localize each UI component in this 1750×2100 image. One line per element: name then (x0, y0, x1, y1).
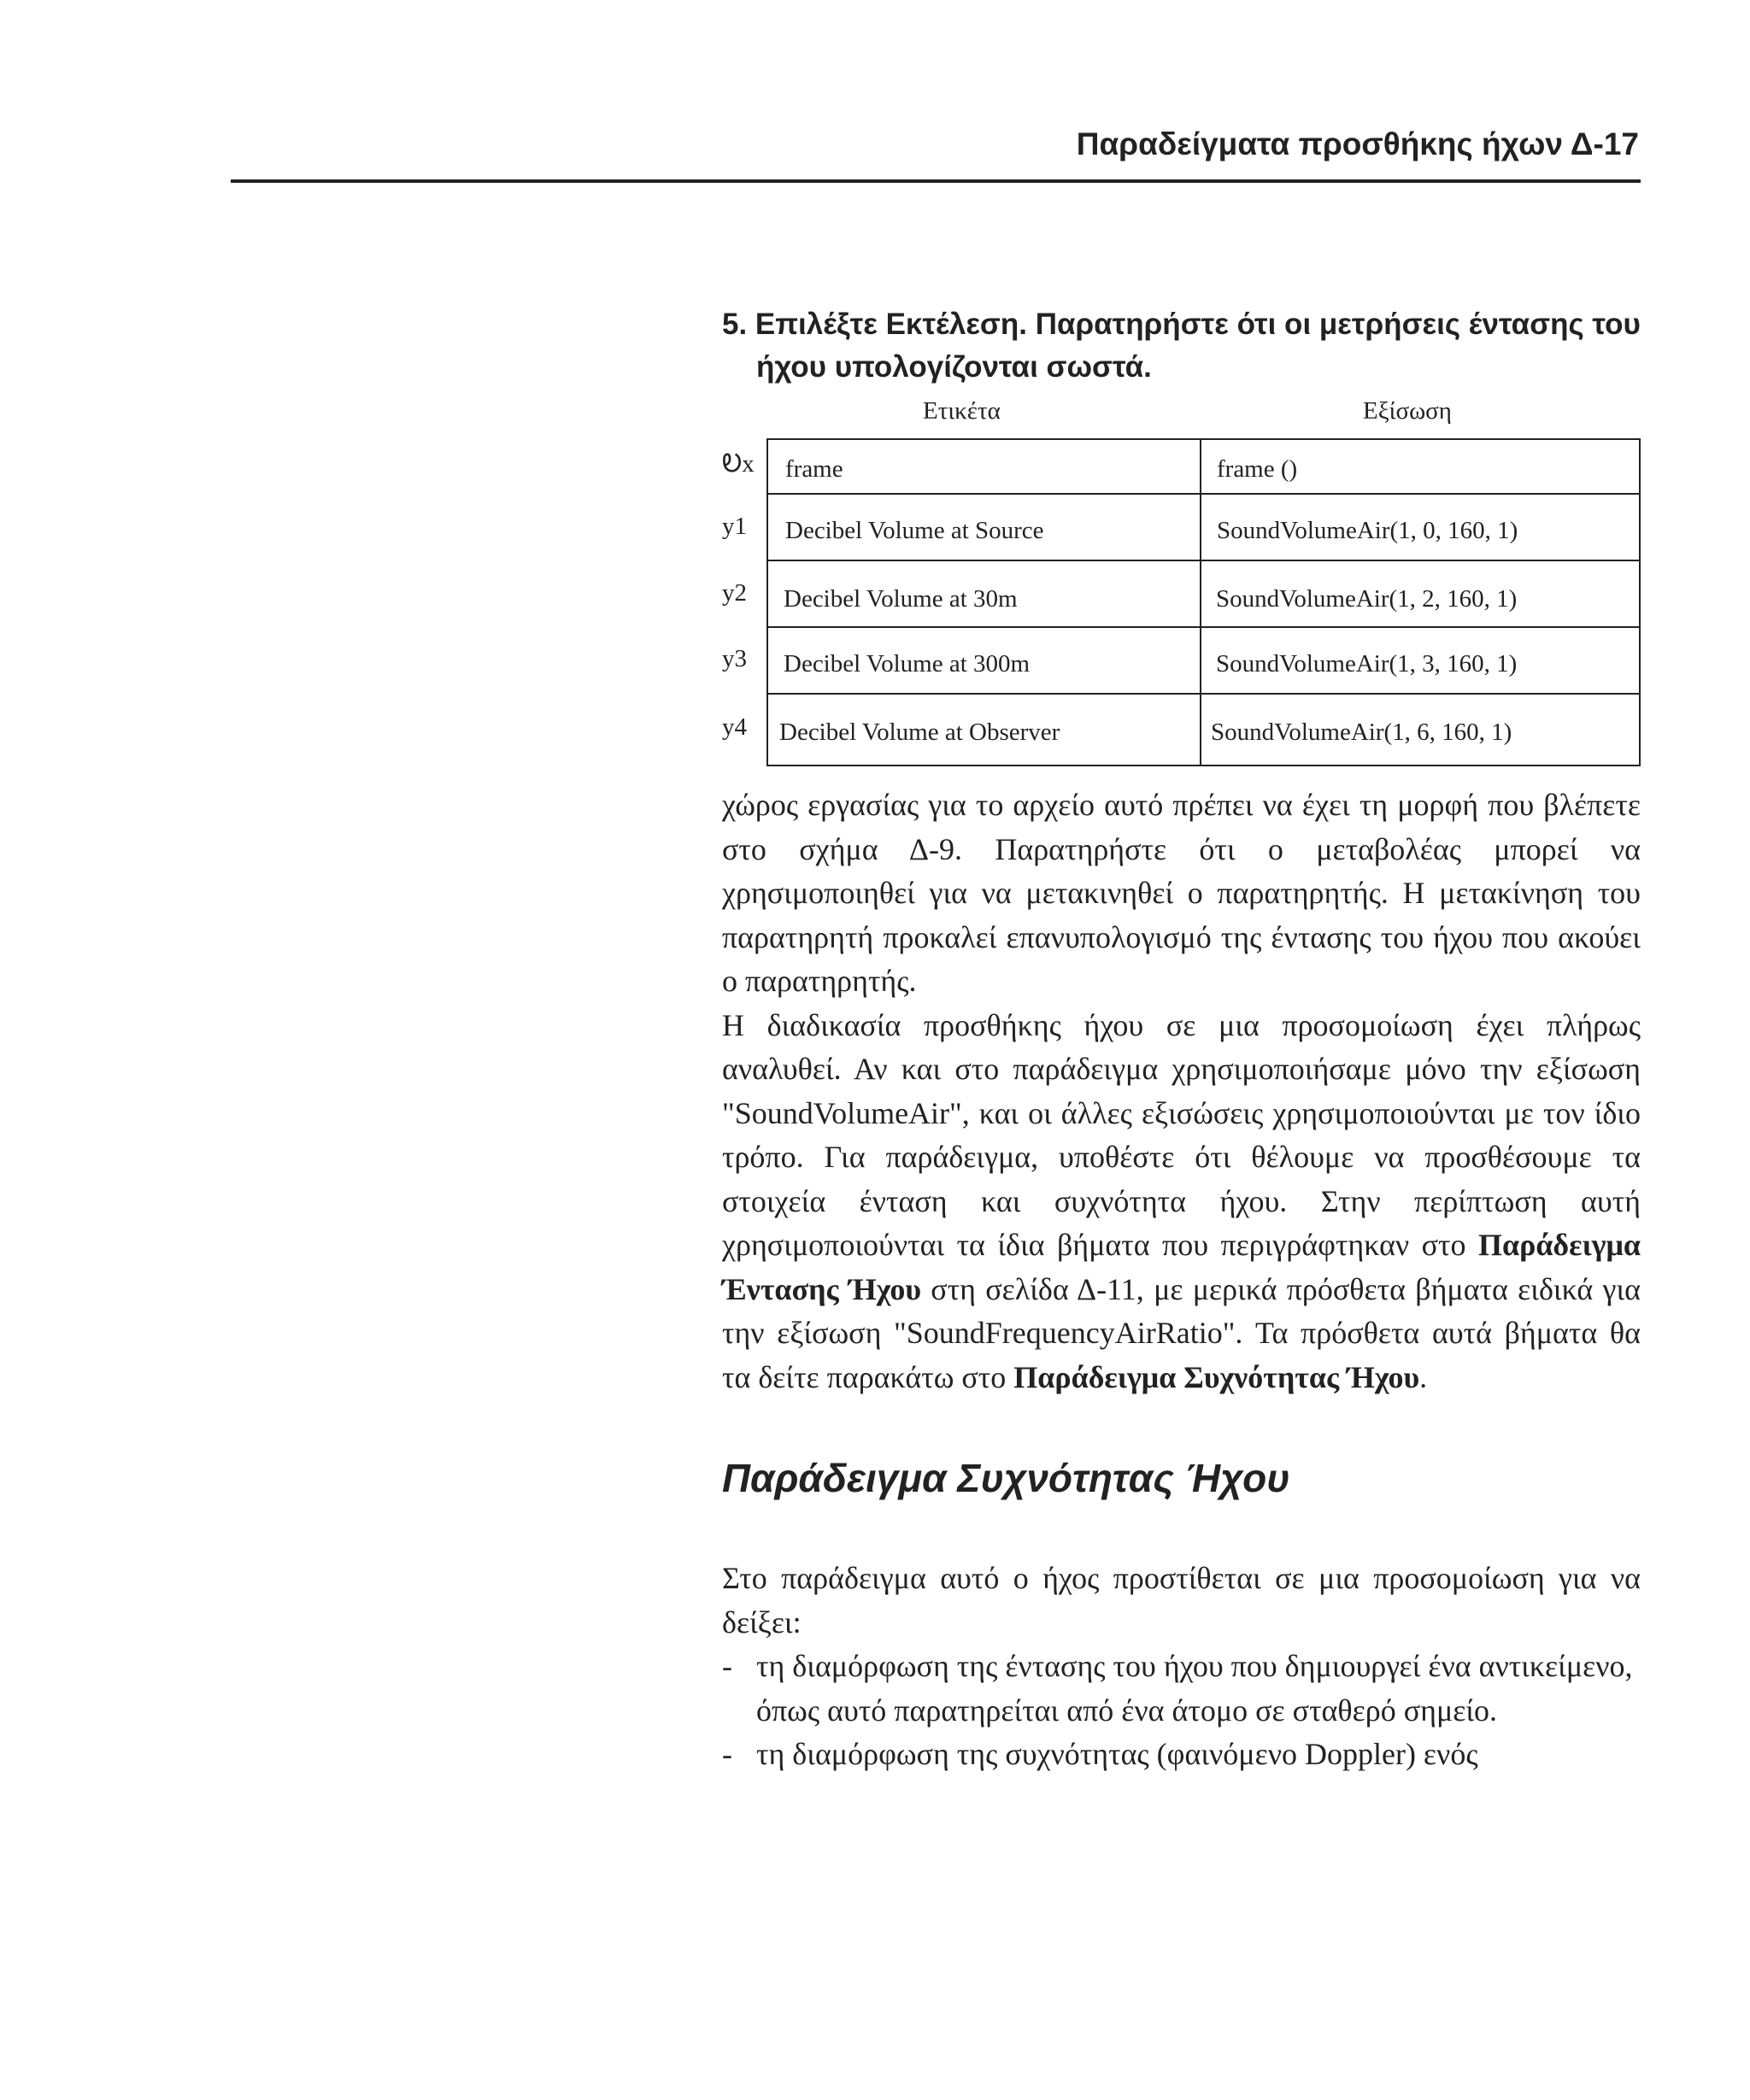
list-item (722, 1645, 1641, 1733)
list-item-text: τη διαμόρφωση της συχνότητας (φαινόμενο Doppler) ενός (756, 1737, 1478, 1771)
page-content (722, 303, 1641, 1777)
table-cell-equation: SoundVolumeAir(1, 3, 160, 1) (1216, 650, 1518, 678)
row-tag: y2 (722, 579, 747, 607)
section-intro: Στο παράδειγμα αυτό ο ήχος προστίθεται σε μια προσομοίωση για να δείξει: (722, 1561, 1641, 1640)
row-divider (768, 626, 1639, 628)
table-cell-label: frame (785, 455, 843, 483)
table-cell-label: Decibel Volume at 30m (784, 585, 1018, 613)
column-header-label: Ετικέτα (923, 397, 1001, 425)
text-run: Η διαδικασία προσθήκης ήχου σε μια προσομοίωση έχει πλήρως αναλυθεί. Αν και στο παράδειγμα χρησιμοποιήσαμε μόνο την εξίσωση "SoundVolumeAir", και οι άλλες εξισώσεις χρησιμοποιούνται με τον ίδιο τρόπο. Για παράδειγμα, υποθέστε ότι θέλουμε να προσθέσουμε τα στοιχεία ένταση και συχνότητα ήχου. Στην περίπτωση αυτή χρησιμοποιούνται τα ίδια βήματα που περιγράφτηκαν στο (722, 1007, 1641, 1262)
dash-marker: - (722, 1649, 732, 1683)
table-cell-label: Decibel Volume at 300m (784, 650, 1031, 678)
step-instruction: 5. Επιλέξτε Εκτέλεση. Παρατηρήστε ότι οι μετρήσεις έντασης του ήχου υπολογίζονται σωστά. (722, 308, 1641, 384)
paragraph (722, 1004, 1641, 1400)
header-rule (231, 179, 1641, 183)
section-heading: Παράδειγμα Συχνότητας Ήχου (722, 1456, 1290, 1500)
paragraph: χώρος εργασίας για το αρχείο αυτό πρέπει να έχει τη μορφή που βλέπετε στο σχήμα Δ-9. Παρατηρήστε ότι ο μεταβολέας μπορεί να χρησιμοποιηθεί για να μετακινηθεί ο παρατηρητής. Η μετακίνηση του παρατηρητή προκαλεί επανυπολογισμό της έντασης του ήχου που ακούει ο παρατηρητής. (722, 788, 1641, 998)
row-divider (768, 693, 1639, 695)
body-text (722, 783, 1641, 1399)
table-cell-equation: frame () (1217, 455, 1298, 483)
table-cell-equation: SoundVolumeAir(1, 6, 160, 1) (1211, 719, 1512, 746)
table-cell-equation: SoundVolumeAir(1, 0, 160, 1) (1217, 517, 1518, 544)
row-tag: y3 (722, 645, 747, 672)
bullet-list (722, 1645, 1641, 1777)
cross-reference: Παράδειγμα Συχνότητας Ήχου (1013, 1359, 1420, 1394)
row-divider (768, 560, 1639, 561)
table-frame (766, 438, 1641, 766)
dash-marker: - (722, 1737, 732, 1771)
column-header-equation: Εξίσωση (1363, 397, 1452, 425)
row-divider (768, 493, 1639, 495)
cross-reference: Παράδειγμα Έντασης Ήχου (722, 1228, 1641, 1306)
row-tag: Ꭷx (722, 450, 755, 478)
list-item (722, 1733, 1641, 1777)
running-header: Παραδείγματα προσθήκης ήχων Δ-17 (1076, 126, 1639, 161)
table-cell-equation: SoundVolumeAir(1, 2, 160, 1) (1216, 585, 1518, 613)
table-cell-label: Decibel Volume at Source (785, 517, 1044, 544)
row-tag: y1 (722, 513, 747, 540)
column-divider (1200, 440, 1201, 765)
list-item-text: τη διαμόρφωση της έντασης του ήχου που δημιουργεί ένα αντικείμενο, όπως αυτό παρατηρείται από ένα άτομο σε σταθερό σημείο. (756, 1649, 1633, 1728)
table-cell-label: Decibel Volume at Observer (779, 719, 1060, 746)
text-run: στη σελίδα Δ-11, με μερικά πρόσθετα βήματα ειδικά για την εξίσωση "SoundFrequencyAirRatio". Τα πρόσθετα αυτά βήματα θα τα δείτε παρακάτω στο (722, 1271, 1641, 1394)
text-run: . (1419, 1359, 1428, 1394)
equation-table (722, 394, 1641, 768)
row-tag: y4 (722, 713, 747, 741)
